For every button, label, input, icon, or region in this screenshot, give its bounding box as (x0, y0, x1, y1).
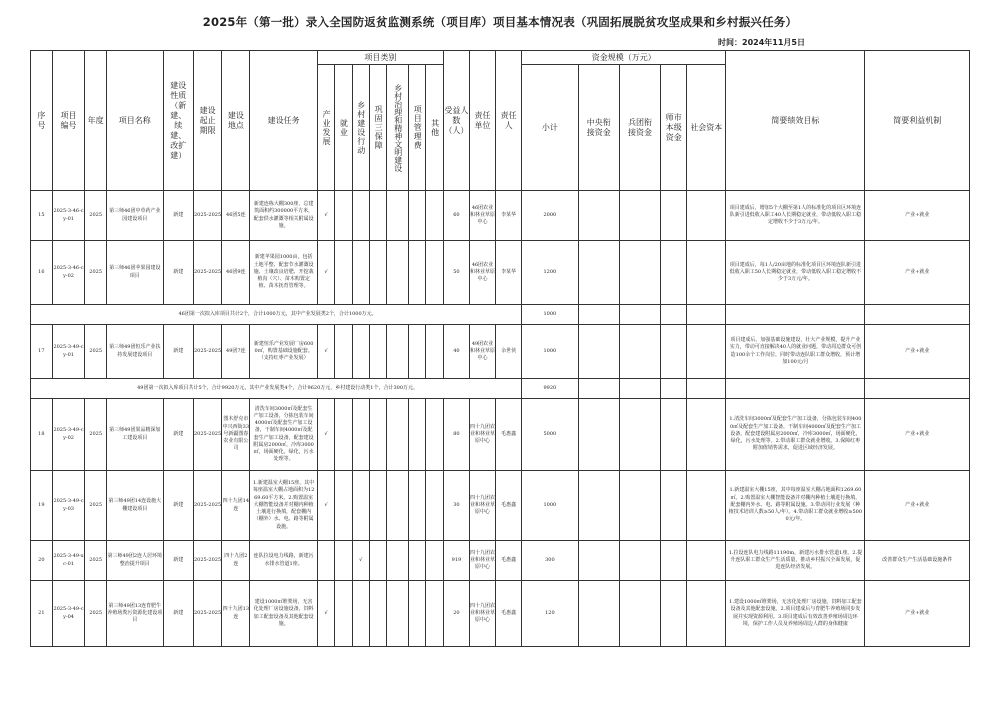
cell-project-name: 第三师46团中草药产业园建设项目 (107, 191, 164, 241)
cell-central (578, 191, 619, 241)
header-location: 建设地点 (222, 51, 250, 191)
cell-social (687, 541, 726, 581)
cell-cat-mgmt (409, 541, 426, 581)
header-resp-unit: 责任单位 (469, 51, 495, 191)
header-city: 师市本级资金 (661, 65, 687, 191)
cell-social (687, 191, 726, 241)
cell-project-name: 第三师46团苹果园建设项目 (107, 241, 164, 305)
cell-subtotal: 120 (522, 581, 579, 647)
cell-cat-mgmt (409, 325, 426, 379)
document-date: 时间：2024年11月5日 (718, 38, 805, 47)
cell-cat-employment (335, 191, 352, 241)
cell-beneficiaries: 919 (443, 541, 469, 581)
header-bingtuan: 兵团衔接资金 (619, 65, 660, 191)
cell-cat-employment (335, 541, 352, 581)
cell-bingtuan (619, 541, 660, 581)
header-project-no: 项目编号 (52, 51, 85, 191)
cell-period: 2025-2025 (193, 325, 221, 379)
header-project-name: 项目名称 (107, 51, 164, 191)
cell-project-no: 2025-3-49-xc-01 (52, 541, 85, 581)
cell-seq: 16 (31, 241, 53, 305)
cell-benefit: 产业+就业 (865, 191, 970, 241)
cell-year: 2025 (85, 325, 107, 379)
cell-resp-unit: 四十九团农业和林业草原中心 (469, 581, 495, 647)
cell-resp-unit: 46团农业和林业草原中心 (469, 191, 495, 241)
cell-cat-other (426, 191, 443, 241)
cell-project-no: 2025-3-49-cy-02 (52, 399, 85, 471)
cell-goal: 项目建成后，增加5个大棚至第1人的标准化的项目区环境连队新引进低收入职工40人长期稳定就业，带动低收入职工稳定增收不少于3万元/年。 (726, 191, 865, 241)
cell-cat-industry: √ (317, 325, 334, 379)
cell-cat-governance (387, 325, 409, 379)
cell-social (687, 325, 726, 379)
cell-year: 2025 (85, 581, 107, 647)
header-category: 项目类别 (317, 51, 443, 65)
cell-cat-employment (335, 241, 352, 305)
cell-beneficiaries: 60 (443, 191, 469, 241)
cell-cat-other (426, 325, 443, 379)
cell-task: 建设1000㎡堆粪场，无害化处理厂房设施设备，饲料加工配套设备及其他配套设施。 (250, 581, 317, 647)
header-cat-industry: 产业发展 (317, 65, 334, 191)
cell-resp-person: 余世侠 (496, 325, 522, 379)
header-resp-person: 责任人 (496, 51, 522, 191)
cell-task: 1.新建温室大棚15座，其中每座温室大棚占地面积为1269.60平方米。2.购置温室大棚智能设备并对棚内种植土壤进行换填，配套棚内（棚外）水、电、路等附属设施。 (250, 471, 317, 541)
cell-cat-guarantee (369, 581, 386, 647)
cell-cat-industry: √ (317, 241, 334, 305)
cell-resp-unit: 四十九团农业和林业草原中心 (469, 399, 495, 471)
cell-resp-person: 毛惠鑫 (496, 541, 522, 581)
cell-social (687, 399, 726, 471)
cell-cat-industry: √ (317, 471, 334, 541)
cell-cat-governance (387, 581, 409, 647)
table-row (31, 581, 970, 647)
cell-seq: 19 (31, 471, 53, 541)
cell-cat-guarantee (369, 325, 386, 379)
cell-beneficiaries: 30 (443, 471, 469, 541)
cell-bingtuan (619, 191, 660, 241)
cell-goal: 1.清洗车间3000㎡及配套生产加工设备，分拣包装车间4000㎡及配套生产加工设备，干制车间4000㎡及配套生产加工设备，配套建设附属房2000㎡，冷库3000㎡，场面硬化，绿化，污水处理等。2.带动职工群众就业增收。3.保障红枣附加值销售需求，促进区域经济发展。 (726, 399, 865, 471)
cell-task: 清洗车间3000㎡及配套生产加工设备，分拣包装车间4000㎡及配套生产加工设备，干制车间4000㎡及配套生产加工设备，配套建设附属房2000㎡，冷库3000㎡，场面硬化，绿化，污水处理等。 (250, 399, 317, 471)
header-subtotal: 小计 (522, 65, 579, 191)
cell-seq: 21 (31, 581, 53, 647)
cell-city (661, 191, 687, 241)
cell-cat-rural (352, 325, 369, 379)
cell-cat-guarantee (369, 399, 386, 471)
cell-resp-unit: 46团农业和林业草原中心 (469, 241, 495, 305)
cell-cat-guarantee (369, 471, 386, 541)
cell-cat-governance (387, 191, 409, 241)
cell-benefit: 改善群众生产生活基础设施条件 (865, 541, 970, 581)
table-row (31, 541, 970, 581)
cell-seq: 18 (31, 399, 53, 471)
cell-year: 2025 (85, 399, 107, 471)
cell-year: 2025 (85, 191, 107, 241)
cell-social (687, 241, 726, 305)
cell-period: 2025-2025 (193, 241, 221, 305)
cell-cat-other (426, 541, 443, 581)
header-cat-guarantee: 巩固三保障 (369, 65, 386, 191)
cell-cat-governance (387, 399, 409, 471)
header-year: 年度 (85, 51, 107, 191)
cell-cat-other (426, 581, 443, 647)
header-task: 建设任务 (250, 51, 317, 191)
cell-cat-industry: √ (317, 399, 334, 471)
header-seq: 序号 (31, 51, 53, 191)
table-row (31, 471, 970, 541)
cell-beneficiaries: 80 (443, 399, 469, 471)
cell-cat-rural (352, 471, 369, 541)
header-social: 社会资本 (687, 65, 726, 191)
cell-seq: 17 (31, 325, 53, 379)
cell-nature: 新建 (163, 325, 193, 379)
cell-subtotal: 1200 (522, 241, 579, 305)
header-goal: 简要绩效目标 (726, 51, 865, 191)
cell-cat-governance (387, 471, 409, 541)
cell-city (661, 325, 687, 379)
cell-location: 四十九团2连 (222, 541, 250, 581)
cell-location: 图木舒克市中兴西街33号新疆图春农业有限公司 (222, 399, 250, 471)
cell-bingtuan (619, 399, 660, 471)
cell-cat-rural (352, 191, 369, 241)
cell-period: 2025-2025 (193, 191, 221, 241)
cell-central (578, 471, 619, 541)
cell-task: 新建恒乐产业发展厂房6000㎡，购置基础设施配套。（支持红枣产业发展） (250, 325, 317, 379)
cell-resp-person: 李某华 (496, 191, 522, 241)
cell-resp-person: 毛惠鑫 (496, 471, 522, 541)
cell-goal: 1.新建温室大棚15座，其中每座温室大棚占地面积1269.60㎡。2.购置温室大棚智能设备并对棚内种植土壤进行换填，配套棚内外水、电、路等附属设施。3.带动同行业发展（种植技术培训人数≥50人/年）。4.带动职工群众就业增收≥5000元/年。 (726, 471, 865, 541)
header-fund: 资金规模（万元） (522, 51, 726, 65)
cell-period: 2025-2025 (193, 471, 221, 541)
cell-subtotal: 5000 (522, 399, 579, 471)
cell-project-name: 第三师49团14连设施大棚建设项目 (107, 471, 164, 541)
cell-cat-rural (352, 399, 369, 471)
cell-task: 新建连栋大棚300座，总建筑面积约300000平方米，配套供水灌溉等相关附属设施。 (250, 191, 317, 241)
cell-central (578, 325, 619, 379)
cell-nature: 新建 (163, 581, 193, 647)
cell-city (661, 241, 687, 305)
header-central: 中央衔接资金 (578, 65, 619, 191)
cell-resp-person: 李某华 (496, 241, 522, 305)
summary-text: 46团第一次拟入库项目共计2个，合计1000万元，其中产业发展类2个，合计1000万元。 (31, 305, 522, 325)
cell-nature: 新建 (163, 191, 193, 241)
cell-period: 2025-2025 (193, 581, 221, 647)
cell-resp-unit: 四十九团农业和林业草原中心 (469, 471, 495, 541)
header-cat-mgmt: 项目管理费 (409, 65, 426, 191)
cell-cat-rural (352, 241, 369, 305)
cell-project-no: 2025-3-46-cy-01 (52, 191, 85, 241)
cell-benefit: 产业+就业 (865, 241, 970, 305)
cell-nature: 新建 (163, 541, 193, 581)
cell-cat-mgmt (409, 471, 426, 541)
cell-goal: 1.拉设连队电力线路11190m，新建污水排水管道1座。2.提升连队职工群众生产生活质量，推动乡村振兴全面发展，促进连队经济发展。 (726, 541, 865, 581)
cell-cat-guarantee (369, 541, 386, 581)
table-row (31, 191, 970, 241)
cell-project-name: 第三师49团果品精深加工建设项目 (107, 399, 164, 471)
cell-task: 连队拉设电力线路，新建污水排水管道1座。 (250, 541, 317, 581)
cell-beneficiaries: 20 (443, 581, 469, 647)
cell-cat-governance (387, 241, 409, 305)
cell-cat-industry: √ (317, 191, 334, 241)
cell-bingtuan (619, 325, 660, 379)
cell-project-name: 第三师49团恒乐产业扶持发展建设项目 (107, 325, 164, 379)
cell-project-no: 2025-3-49-cy-04 (52, 581, 85, 647)
cell-cat-employment (335, 471, 352, 541)
cell-benefit: 产业+就业 (865, 325, 970, 379)
header-cat-employment: 就业 (335, 65, 352, 191)
cell-cat-industry: √ (317, 581, 334, 647)
cell-resp-unit: 四十九团农业和林业草原中心 (469, 541, 495, 581)
cell-year: 2025 (85, 541, 107, 581)
cell-cat-governance (387, 541, 409, 581)
cell-location: 46团9连 (222, 241, 250, 305)
cell-cat-mgmt (409, 191, 426, 241)
cell-location: 四十九团13连 (222, 581, 250, 647)
cell-year: 2025 (85, 471, 107, 541)
cell-bingtuan (619, 581, 660, 647)
cell-cat-mgmt (409, 241, 426, 305)
cell-year: 2025 (85, 241, 107, 305)
cell-seq: 15 (31, 191, 53, 241)
project-table (30, 50, 970, 647)
cell-project-name: 第三师49团2连人居环境整治提升项目 (107, 541, 164, 581)
cell-project-no: 2025-3-46-cy-02 (52, 241, 85, 305)
header-cat-rural: 乡村建设行动 (352, 65, 369, 191)
cell-cat-other (426, 241, 443, 305)
cell-central (578, 241, 619, 305)
cell-cat-mgmt (409, 581, 426, 647)
cell-cat-employment (335, 399, 352, 471)
cell-seq: 20 (31, 541, 53, 581)
cell-cat-mgmt (409, 399, 426, 471)
cell-bingtuan (619, 471, 660, 541)
cell-nature: 新建 (163, 241, 193, 305)
document-title: 2025年（第一批）录入全国防返贫监测系统（项目库）项目基本情况表（巩固拓展脱贫攻坚成果和乡村振兴任务） (202, 15, 798, 29)
cell-subtotal: 1000 (522, 471, 579, 541)
cell-cat-rural (352, 581, 369, 647)
cell-period: 2025-2025 (193, 399, 221, 471)
cell-goal: 1.建设1000㎡堆粪场，无害化处理厂房设施，饲料加工配套设备及其他配套设施。2.项目建成后与育肥牛养殖场同步发展并实现资源利用。3.项目建成后有效改善养殖场周边环境，保护工作人员及养殖场周边人群的身体健康 (726, 581, 865, 647)
cell-project-name: 第三师49团13连育肥牛养殖场粪污资源化建设项目 (107, 581, 164, 647)
cell-nature: 新建 (163, 399, 193, 471)
cell-cat-guarantee (369, 191, 386, 241)
header-nature: 建设性质（新建、续建、改扩建） (163, 51, 193, 191)
header-cat-other: 其他 (426, 65, 443, 191)
summary-row (31, 379, 970, 399)
cell-city (661, 471, 687, 541)
cell-benefit: 产业+就业 (865, 471, 970, 541)
cell-central (578, 541, 619, 581)
cell-goal: 项目建成后，加强基础设施建设，壮大产业规模，提升产业实力，带动可直接解决40人的就业问题，带动周边群众可创造100余个工作岗位，同时带动连队职工群众增收，预计增加100元/月 (726, 325, 865, 379)
cell-goal: 项目建成后，每1人/20亩地的标准化项目区环境连队新引进低收入职工50人长期稳定就业，带动低收入职工稳定增收不少于3万元/年。 (726, 241, 865, 305)
cell-bingtuan (619, 241, 660, 305)
summary-text: 49团第一次拟入库项目共计5个，合计9920万元，其中产业发展类4个，合计9620万元，乡村建设行动类1个，合计300万元。 (31, 379, 522, 399)
cell-central (578, 399, 619, 471)
cell-social (687, 581, 726, 647)
header-cat-governance: 乡村治理和精神文明建设 (387, 65, 409, 191)
header-period: 建设起止期限 (193, 51, 221, 191)
cell-project-no: 2025-3-49-cy-01 (52, 325, 85, 379)
table-row (31, 325, 970, 379)
cell-city (661, 541, 687, 581)
cell-subtotal: 1000 (522, 325, 579, 379)
cell-subtotal: 2000 (522, 191, 579, 241)
cell-beneficiaries: 50 (443, 241, 469, 305)
header-benefit: 简要利益机制 (865, 51, 970, 191)
cell-location: 四十九团14连 (222, 471, 250, 541)
cell-social (687, 471, 726, 541)
table-row (31, 241, 970, 305)
cell-location: 49团7连 (222, 325, 250, 379)
cell-cat-employment (335, 581, 352, 647)
cell-central (578, 581, 619, 647)
cell-task: 新建苹果园1000亩，包括土地平整、配套节水灌溉设施、土壤改良培肥、开挖栽植沟（穴）、苗木购置定植、苗木抚育管理等。 (250, 241, 317, 305)
cell-period: 2025-2025 (193, 541, 221, 581)
cell-cat-other (426, 399, 443, 471)
cell-benefit: 产业+就业 (865, 399, 970, 471)
cell-location: 46团5连 (222, 191, 250, 241)
cell-resp-person: 毛惠鑫 (496, 399, 522, 471)
cell-benefit: 产业+就业 (865, 581, 970, 647)
header-beneficiaries: 受益人数（人） (443, 51, 469, 191)
table-row (31, 399, 970, 471)
cell-nature: 新建 (163, 471, 193, 541)
cell-resp-person: 毛惠鑫 (496, 581, 522, 647)
cell-beneficiaries: 40 (443, 325, 469, 379)
cell-cat-rural: √ (352, 541, 369, 581)
summary-subtotal: 9920 (522, 379, 579, 399)
cell-city (661, 581, 687, 647)
cell-cat-other (426, 471, 443, 541)
cell-cat-industry (317, 541, 334, 581)
cell-resp-unit: 49团农业和林业草原中心 (469, 325, 495, 379)
summary-row (31, 305, 970, 325)
summary-subtotal: 1000 (522, 305, 579, 325)
cell-cat-employment (335, 325, 352, 379)
cell-project-no: 2025-3-49-cy-03 (52, 471, 85, 541)
cell-city (661, 399, 687, 471)
cell-subtotal: 300 (522, 541, 579, 581)
cell-cat-guarantee (369, 241, 386, 305)
